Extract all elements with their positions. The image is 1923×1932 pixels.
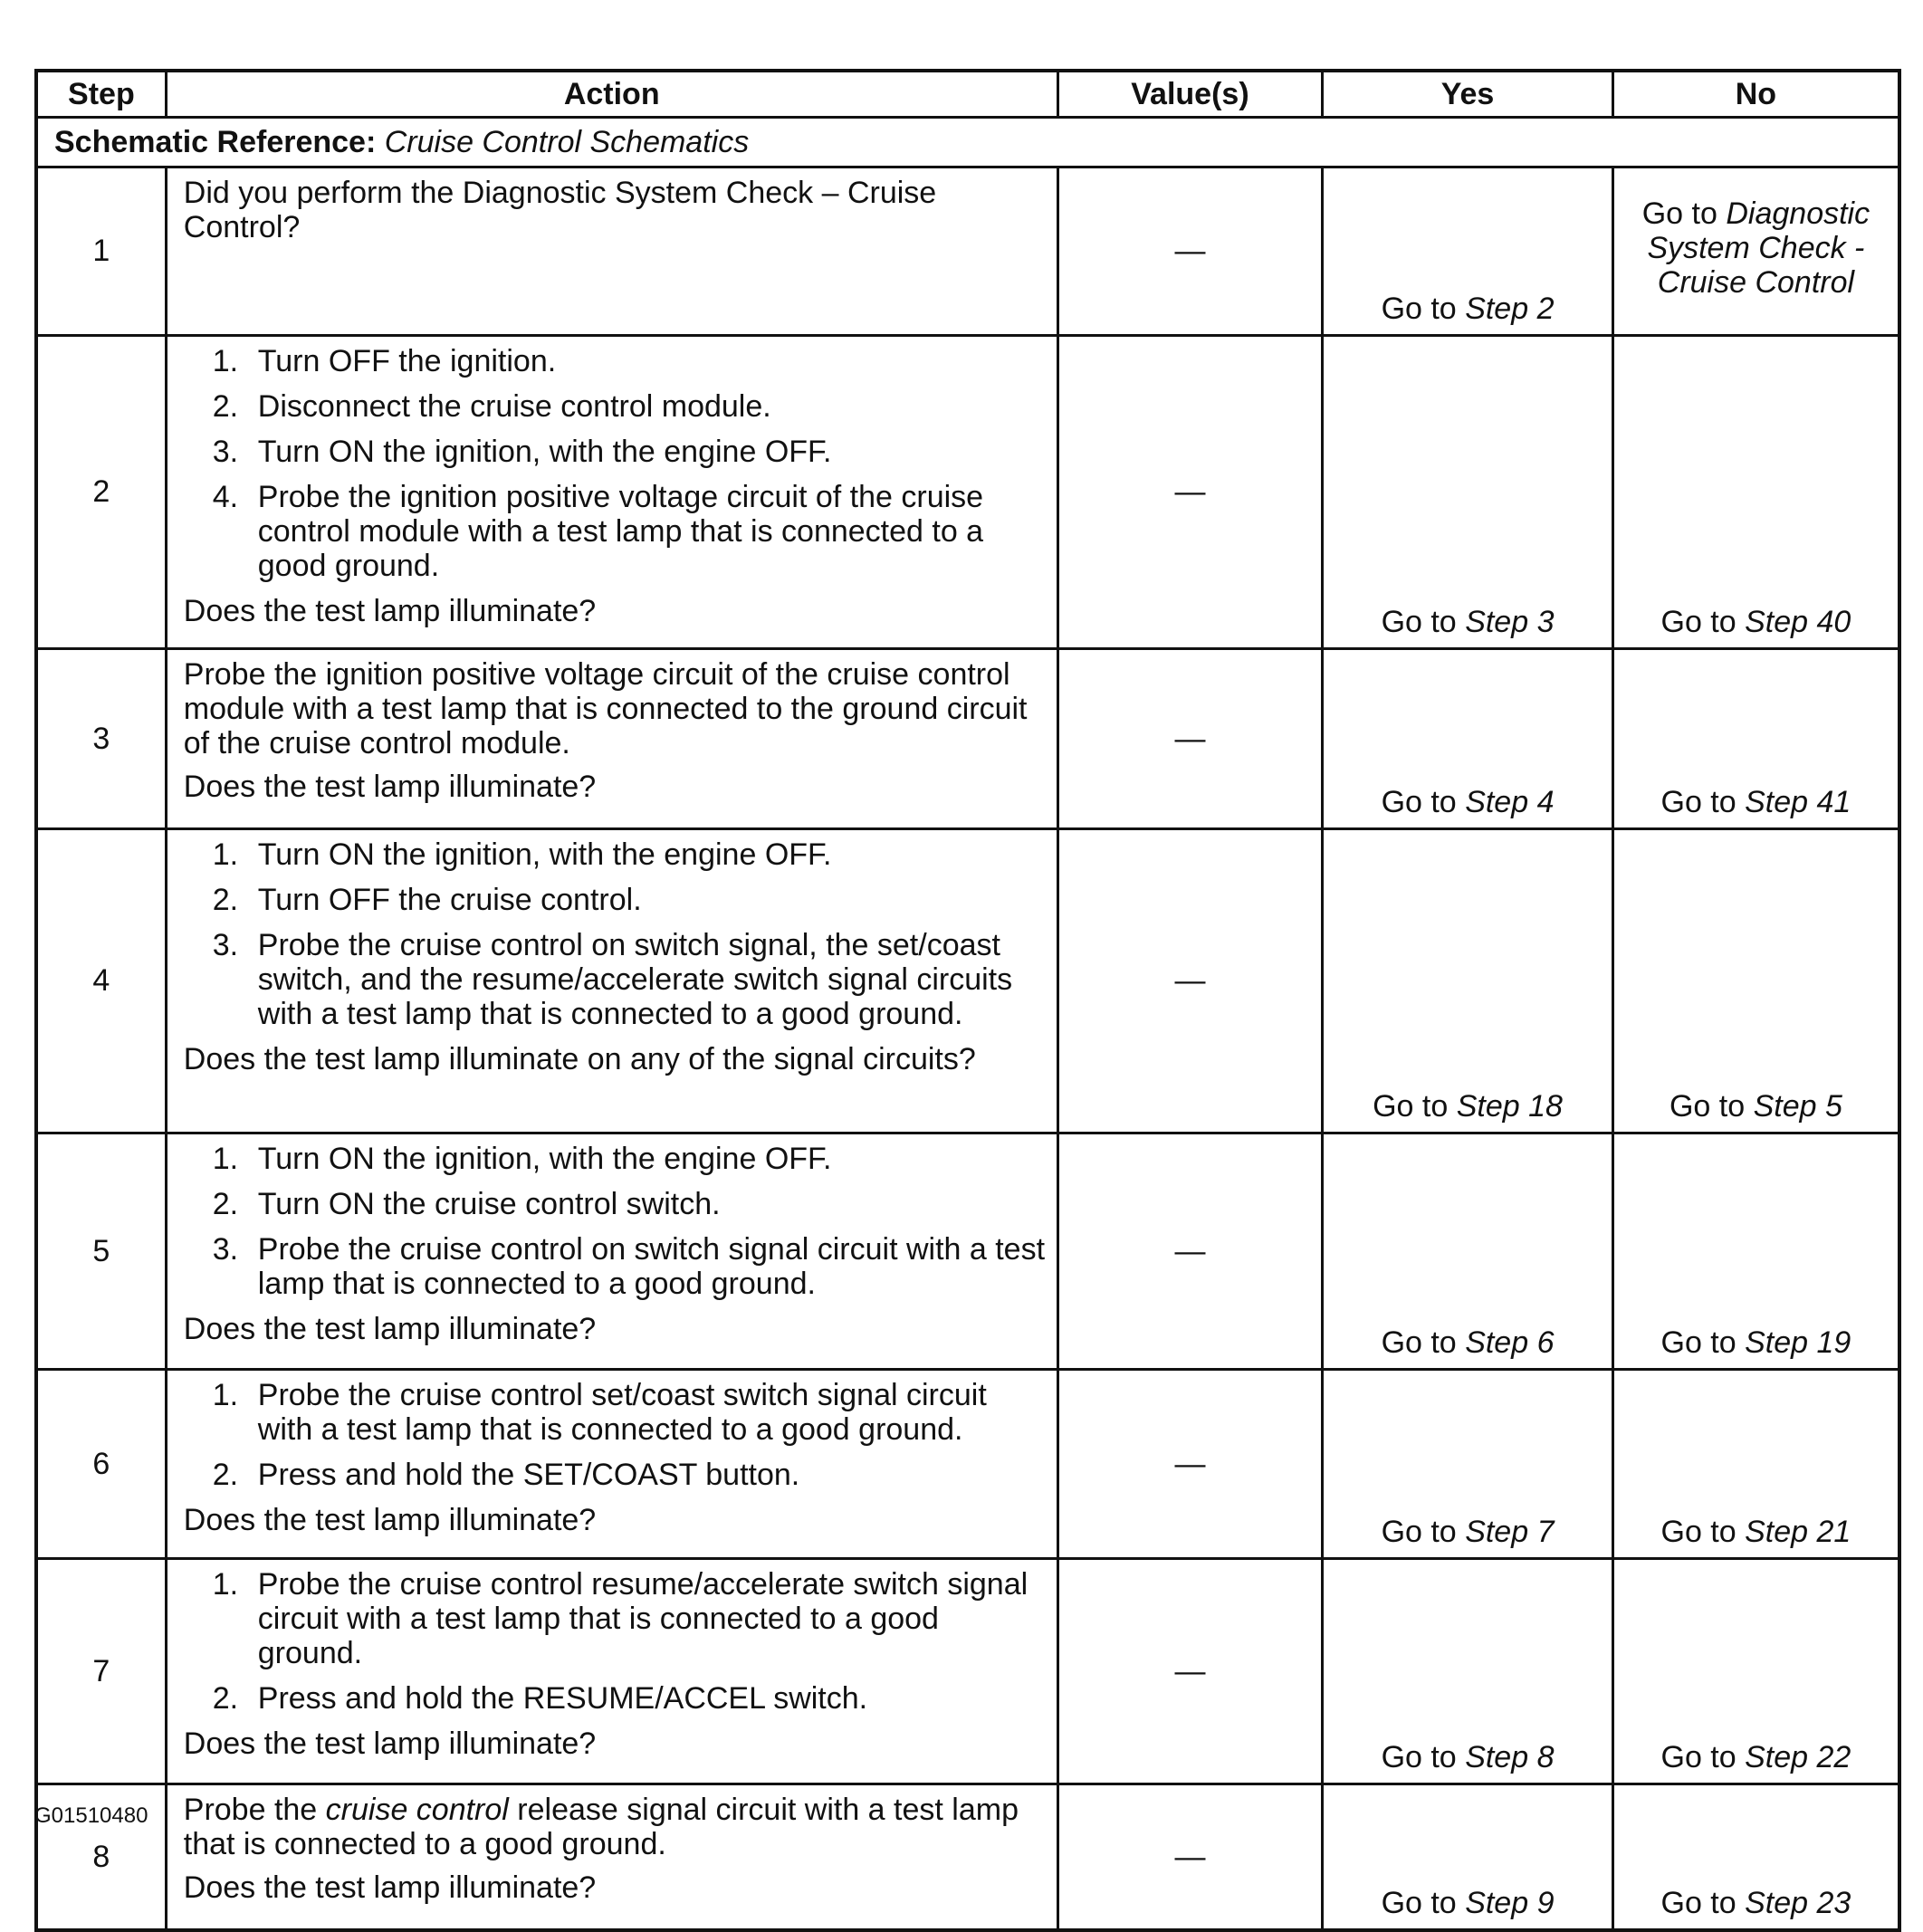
goto-prefix: Go to bbox=[1381, 292, 1457, 326]
yes-cell bbox=[1323, 1370, 1613, 1559]
action-cell bbox=[166, 649, 1057, 829]
no-cell bbox=[1612, 829, 1899, 1133]
goto-step-link: Step 23 bbox=[1745, 1886, 1851, 1920]
yes-cell bbox=[1323, 336, 1613, 649]
goto-step-link: Step 8 bbox=[1465, 1740, 1555, 1774]
goto-prefix: Go to bbox=[1660, 785, 1736, 819]
action-item-text: Turn ON the ignition, with the engine OFF. bbox=[257, 435, 832, 469]
action-item-text: Probe the cruise control set/coast switch signal circuit with a test lamp that is connected to a good ground. bbox=[257, 1378, 987, 1447]
step-number: 6 bbox=[36, 1370, 166, 1559]
action-item-text: Turn ON the ignition, with the engine OFF. bbox=[257, 837, 832, 872]
action-item: 1. Turn ON the ignition, with the engine OFF. bbox=[212, 837, 832, 872]
goto-step-link: Step 6 bbox=[1465, 1325, 1555, 1360]
schematic-label: Schematic Reference: bbox=[54, 124, 377, 159]
goto-prefix: Go to bbox=[1381, 1740, 1457, 1774]
action-item-text: Turn ON the cruise control switch. bbox=[257, 1187, 721, 1221]
action-list bbox=[184, 1378, 1046, 1492]
value-cell: — bbox=[1057, 336, 1323, 649]
action-item-text: Turn ON the ignition, with the engine OFF. bbox=[257, 1142, 832, 1176]
action-item: 3. Probe the cruise control on switch signal, the set/coast switch, and the resume/accelerate switch signal circuits with a test lamp that is connected to a good ground. bbox=[212, 928, 1013, 1031]
goto-prefix: Go to bbox=[1641, 196, 1717, 231]
action-question: Does the test lamp illuminate? bbox=[183, 594, 597, 628]
action-question: Does the test lamp illuminate? bbox=[183, 1870, 597, 1905]
action-item-text: Turn OFF the cruise control. bbox=[257, 883, 642, 917]
goto-prefix: Go to bbox=[1660, 1515, 1736, 1549]
no-cell bbox=[1612, 649, 1899, 829]
goto-step-link: Step 22 bbox=[1745, 1740, 1851, 1774]
action-item: 1. Probe the cruise control resume/accelerate switch signal circuit with a test lamp that is connected to a good ground. bbox=[212, 1567, 1028, 1670]
goto-prefix: Go to bbox=[1669, 1089, 1746, 1124]
no-line: Cruise Control bbox=[1657, 264, 1855, 300]
schematic-row bbox=[36, 118, 1899, 167]
header-no: No bbox=[1612, 71, 1899, 118]
yes-cell bbox=[1323, 829, 1613, 1133]
action-cell bbox=[166, 829, 1057, 1133]
figure-id: G01510480 bbox=[34, 1803, 148, 1828]
action-list bbox=[184, 837, 1046, 1031]
table-row bbox=[36, 1133, 1899, 1370]
action-cell bbox=[166, 1559, 1057, 1784]
header-yes: Yes bbox=[1323, 71, 1613, 118]
no-cell bbox=[1612, 1370, 1899, 1559]
action-question: Does the test lamp illuminate? bbox=[183, 1503, 597, 1537]
action-text: Did you perform the Diagnostic System Check – Cruise Control? bbox=[183, 176, 937, 244]
yes-cell bbox=[1323, 1559, 1613, 1784]
goto-target-link: Diagnostic bbox=[1726, 196, 1870, 231]
action-text-part: Probe the bbox=[183, 1793, 326, 1827]
no-cell bbox=[1612, 167, 1899, 336]
action-item-text: Probe the cruise control on switch signal circuit with a test lamp that is connected to a good ground. bbox=[257, 1232, 1046, 1301]
goto-step-link: Step 2 bbox=[1465, 292, 1555, 326]
no-cell bbox=[1612, 1784, 1899, 1931]
action-text bbox=[184, 1793, 1046, 1861]
goto-prefix: Go to bbox=[1381, 785, 1457, 819]
action-item-text: Disconnect the cruise control module. bbox=[257, 389, 771, 424]
action-item-text: Press and hold the SET/COAST button. bbox=[257, 1458, 800, 1492]
schematic-reference bbox=[36, 118, 1899, 167]
action-cell bbox=[166, 1133, 1057, 1370]
action-question: Does the test lamp illuminate on any of the signal circuits? bbox=[183, 1042, 976, 1076]
table-row bbox=[36, 829, 1899, 1133]
step-number: 3 bbox=[36, 649, 166, 829]
table-row bbox=[36, 167, 1899, 336]
action-text: Probe the ignition positive voltage circuit of the cruise control module with a test lamp that is connected to the ground circuit of the cruise control module. bbox=[183, 657, 1028, 760]
goto-prefix: Go to bbox=[1660, 1325, 1736, 1360]
action-item: 1. Turn ON the ignition, with the engine OFF. bbox=[212, 1142, 832, 1176]
goto-step-link: Step 5 bbox=[1753, 1089, 1842, 1124]
diagnostic-table bbox=[34, 69, 1901, 1932]
action-text-part: release signal circuit with a test lamp that is connected to a good ground. bbox=[183, 1793, 1019, 1861]
header-step: Step bbox=[36, 71, 166, 118]
no-cell bbox=[1612, 336, 1899, 649]
goto-step-link: Step 18 bbox=[1456, 1089, 1563, 1124]
action-question: Does the test lamp illuminate? bbox=[183, 1312, 597, 1346]
value-cell: — bbox=[1057, 649, 1323, 829]
no-line: System Check - bbox=[1647, 230, 1865, 265]
action-list bbox=[184, 1567, 1046, 1716]
step-number: 7 bbox=[36, 1559, 166, 1784]
goto-prefix: Go to bbox=[1660, 605, 1736, 639]
goto-step-link: Step 41 bbox=[1745, 785, 1851, 819]
action-cell bbox=[166, 167, 1057, 336]
step-number: 5 bbox=[36, 1133, 166, 1370]
action-item-text: Probe the cruise control resume/accelerate switch signal circuit with a test lamp that is connected to a good ground. bbox=[257, 1567, 1028, 1670]
action-item-text: Probe the cruise control on switch signal, the set/coast switch, and the resume/accelerate switch signal circuits with a test lamp that is connected to a good ground. bbox=[257, 928, 1013, 1031]
no-cell bbox=[1612, 1559, 1899, 1784]
goto-prefix: Go to bbox=[1660, 1740, 1736, 1774]
table-row bbox=[36, 649, 1899, 829]
table-row bbox=[36, 1784, 1899, 1931]
goto-step-link: Step 19 bbox=[1745, 1325, 1851, 1360]
action-list bbox=[184, 344, 1046, 583]
goto-step-link: Step 9 bbox=[1465, 1886, 1555, 1920]
yes-cell bbox=[1323, 167, 1613, 336]
table-row bbox=[36, 336, 1899, 649]
action-item: 2. Turn OFF the cruise control. bbox=[212, 883, 642, 917]
no-line bbox=[1614, 196, 1898, 231]
action-item: 2. Press and hold the RESUME/ACCEL switch. bbox=[212, 1681, 868, 1716]
action-cell bbox=[166, 1784, 1057, 1931]
action-question: Does the test lamp illuminate? bbox=[183, 770, 597, 804]
yes-cell bbox=[1323, 649, 1613, 829]
action-item: 2. Press and hold the SET/COAST button. bbox=[212, 1458, 800, 1492]
value-cell: — bbox=[1057, 1559, 1323, 1784]
goto-step-link: Step 4 bbox=[1465, 785, 1555, 819]
goto-prefix: Go to bbox=[1381, 1515, 1457, 1549]
action-item: 1. Probe the cruise control set/coast switch signal circuit with a test lamp that is connected to a good ground. bbox=[212, 1378, 987, 1447]
action-item-text: Turn OFF the ignition. bbox=[257, 344, 557, 378]
header-row bbox=[36, 71, 1899, 118]
action-item-text: Probe the ignition positive voltage circuit of the cruise control module with a test lamp that is connected to a good ground. bbox=[257, 480, 984, 583]
action-text-italic: cruise control bbox=[325, 1793, 509, 1827]
goto-step-link: Step 7 bbox=[1465, 1515, 1555, 1549]
action-cell bbox=[166, 336, 1057, 649]
step-number: 2 bbox=[36, 336, 166, 649]
table-row bbox=[36, 1370, 1899, 1559]
table-row bbox=[36, 1559, 1899, 1784]
value-cell: — bbox=[1057, 1133, 1323, 1370]
header-values: Value(s) bbox=[1057, 71, 1323, 118]
value-cell: — bbox=[1057, 1784, 1323, 1931]
goto-step-link: Step 21 bbox=[1745, 1515, 1851, 1549]
goto-step-link: Step 40 bbox=[1745, 605, 1851, 639]
value-cell: — bbox=[1057, 1370, 1323, 1559]
step-number: 4 bbox=[36, 829, 166, 1133]
yes-cell bbox=[1323, 1784, 1613, 1931]
value-cell: — bbox=[1057, 829, 1323, 1133]
action-list bbox=[184, 1142, 1046, 1301]
goto-prefix: Go to bbox=[1373, 1089, 1449, 1124]
action-item: 3. Probe the cruise control on switch signal circuit with a test lamp that is connected to a good ground. bbox=[212, 1232, 1046, 1301]
action-item: 3. Turn ON the ignition, with the engine OFF. bbox=[212, 435, 832, 469]
goto-prefix: Go to bbox=[1381, 605, 1457, 639]
yes-cell bbox=[1323, 1133, 1613, 1370]
action-item: 2. Turn ON the cruise control switch. bbox=[212, 1187, 721, 1221]
goto-prefix: Go to bbox=[1381, 1886, 1457, 1920]
goto-prefix: Go to bbox=[1660, 1886, 1736, 1920]
action-item-text: Press and hold the RESUME/ACCEL switch. bbox=[257, 1681, 868, 1716]
goto-prefix: Go to bbox=[1381, 1325, 1457, 1360]
action-item: 2. Disconnect the cruise control module. bbox=[212, 389, 771, 424]
action-item: 4. Probe the ignition positive voltage circuit of the cruise control module with a test lamp that is connected to a good ground. bbox=[212, 480, 984, 583]
step-number: 8 bbox=[36, 1784, 166, 1931]
no-cell bbox=[1612, 1133, 1899, 1370]
goto-step-link: Step 3 bbox=[1465, 605, 1555, 639]
action-question: Does the test lamp illuminate? bbox=[183, 1726, 597, 1761]
action-item: 1. Turn OFF the ignition. bbox=[212, 344, 557, 378]
value-cell: — bbox=[1057, 167, 1323, 336]
step-number: 1 bbox=[36, 167, 166, 336]
header-action: Action bbox=[166, 71, 1057, 118]
schematic-link: Cruise Control Schematics bbox=[384, 124, 750, 159]
action-cell bbox=[166, 1370, 1057, 1559]
